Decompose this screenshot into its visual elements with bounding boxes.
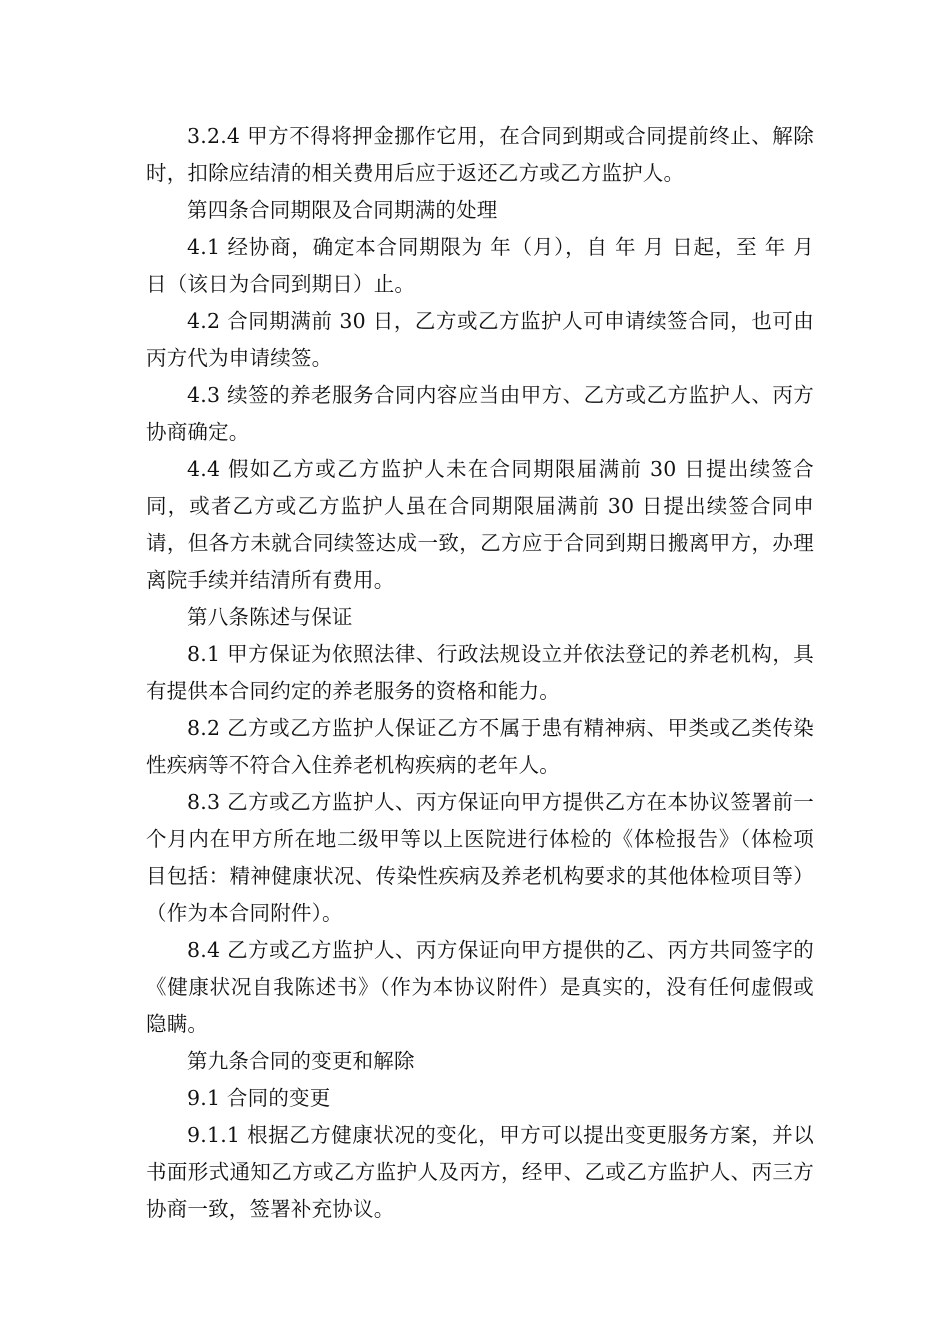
paragraph-3-2-4: 3.2.4 甲方不得将押金挪作它用，在合同到期或合同提前终止、解除时，扣除应结清的相关费用后应于返还乙方或乙方监护人。 [146,124,814,185]
section-heading-article-4: 第四条合同期限及合同期满的处理 [187,198,498,222]
paragraph-4-1: 4.1 经协商，确定本合同期限为 年（月），自 年 月 日起，至 年 月 日（该日为合同到期日）止。 [146,235,814,296]
paragraph-9-1-1: 9.1.1 根据乙方健康状况的变化，甲方可以提出变更服务方案，并以书面形式通知乙方或乙方监护人及丙方，经甲、乙或乙方监护人、丙三方协商一致，签署补充协议。 [146,1123,814,1221]
paragraph-9-1: 9.1 合同的变更 [187,1086,331,1110]
paragraph-8-3: 8.3 乙方或乙方监护人、丙方保证向甲方提供乙方在本协议签署前一个月内在甲方所在地二级甲等以上医院进行体检的《体检报告》（体检项目包括：精神健康状况、传染性疾病及养老机构要求的其他体检项目等）（作为本合同附件）。 [146,790,814,925]
paragraph-8-1: 8.1 甲方保证为依照法律、行政法规设立并依法登记的养老机构，具有提供本合同约定的养老服务的资格和能力。 [146,642,814,703]
paragraph-8-4: 8.4 乙方或乙方监护人、丙方保证向甲方提供的乙、丙方共同签字的《健康状况自我陈述书》（作为本协议附件）是真实的，没有任何虚假或隐瞒。 [146,938,814,1036]
document-body [146,118,814,1228]
paragraph-8-2: 8.2 乙方或乙方监护人保证乙方不属于患有精神病、甲类或乙类传染性疾病等不符合入住养老机构疾病的老年人。 [146,716,814,777]
paragraph-4-3: 4.3 续签的养老服务合同内容应当由甲方、乙方或乙方监护人、丙方协商确定。 [146,383,814,444]
paragraph-4-2: 4.2 合同期满前 30 日，乙方或乙方监护人可申请续签合同，也可由丙方代为申请续签。 [146,309,814,370]
section-heading-article-9: 第九条合同的变更和解除 [187,1049,415,1073]
section-heading-article-8: 第八条陈述与保证 [187,605,353,629]
paragraph-4-4: 4.4 假如乙方或乙方监护人未在合同期限届满前 30 日提出续签合同，或者乙方或乙方监护人虽在合同期限届满前 30 日提出续签合同申请，但各方未就合同续签达成一致，乙方应于合同到期日搬离甲方，办理离院手续并结清所有费用。 [146,457,814,592]
